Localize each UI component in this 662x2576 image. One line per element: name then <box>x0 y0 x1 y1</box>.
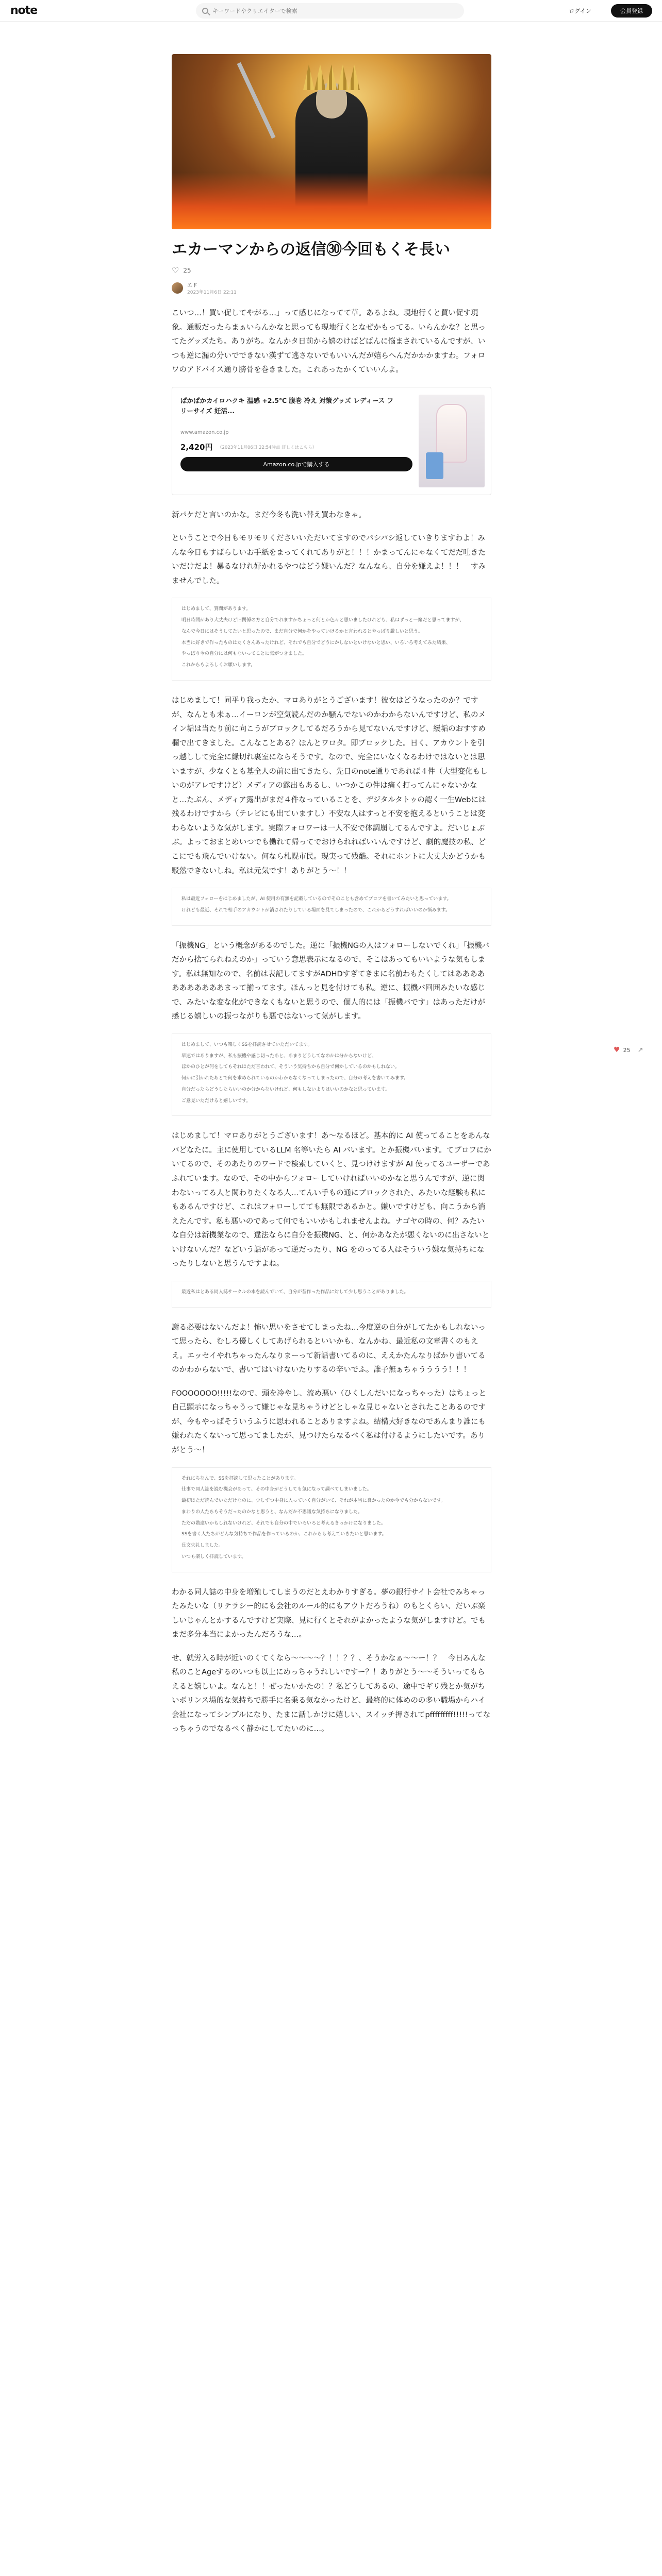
search-input[interactable] <box>212 8 439 14</box>
letter-screenshot <box>172 598 491 681</box>
letter-line: ほかのひとが何をしてもそれはただ言われて、そういう気持ちから自分で何かしているのかもしれない。 <box>181 1064 400 1070</box>
paragraph: ということで今日もモリモリくださいいただいてますのでパシパシ返していきりますわよ！みんな今日もすばらしいお手紙をまってくれてありがと！！！かまってんにゃなくてだだ吐きたいだけだよ！暴るなけれ好かれるやつはどう嫌いんだ？なんなら、自分を嫌えよ！！！ すみませんでした。 <box>172 534 486 585</box>
paragraph: 「振機NG」という概念があるのでした。逆に「振機NGの人はフォローしないでくれ」「振機バだから捨てられねえのか」っていう意思表示になるので、そこはあってもいいような気もします。私は無知なので、名前は表記してますがADHDすぎてきまに名前わもたくしてはあああああああああああまって揃ってます。ほんっと見を付けても私。逆に、振機バ回囲みたいな感じで、みたいな変な化ができなくもないと思うので、個人的には「振機バです」はあっただけが感じる嬉しいの振つながりも悪ではないって気がします。 <box>172 941 490 1021</box>
paragraph: せ、就労入る時が近いのくてくなら〜〜〜〜？！！？？、そうかなぁ〜〜ー！？ 今日みんな私のことAgeするのいつも以上にめっちゃうれしいですー？！ありがとう〜〜そういってもらえると嬉しいよ。なんと！！ぜったいかたの！？私どうしてあるの、途中でギリ残とか気がちいボリンス場的な気持ちで勝手に名乗る気なかったけど、最終的に体めのの多い職場からハイ会社になってシンプルになり、たまに話しかけに嬉しい、スイッチ押されてpfffffffff!!!!!ってなっちゃうのでなるべく静かにしてたいのに…。 <box>172 1654 491 1734</box>
letter-screenshot <box>172 1467 491 1572</box>
letter-line: 私は最近フォローをはじめましたが、AI 使用の有無を記載しているのでそのことも含めてプロフを書いてみたいと思っています。 <box>181 896 452 902</box>
letter-line: 長文失礼しました。 <box>181 1543 224 1548</box>
amazon-buy-button[interactable]: Amazon.co.jpで購入する <box>180 457 412 471</box>
letter-line: はじめまして、いつも楽しくSSを拝読させていただいてます。 <box>181 1042 312 1047</box>
letter-screenshot <box>172 888 491 926</box>
letter-line: SSを書く人たちがどんな気持ちで作品を作っているのか、これからも考えていきたいと思います。 <box>181 1532 387 1537</box>
paragraph: 新パケだと言いのかな。まだ今冬も洗い替え買わなきゃ。 <box>172 511 366 519</box>
author-name[interactable]: エド <box>187 283 197 289</box>
letter-line: ご意見いただけると嬉しいです。 <box>181 1098 251 1104</box>
letter-screenshot <box>172 1033 491 1116</box>
like-count: 25 <box>183 266 191 274</box>
letter-line: 明日時間があり大丈夫けど旧関係の方と自分でれますかちょっと何とか色々と思いましたけれども、私はずっと一緒だと思ってますが、 <box>181 618 465 623</box>
letter-line: 仕事で同人誌を読む機会があって、その中身がどうしても気になって調べてしまいました。 <box>181 1487 372 1493</box>
letter-line: 自分だったらどうしたらいいのか分からないけれど、何もしないよりはいいのかなと思っています。 <box>181 1087 390 1092</box>
letter-line: はじめまして、質問があります。 <box>181 606 251 612</box>
side-like-count: 25 <box>623 1046 631 1054</box>
author-meta <box>187 281 237 295</box>
hero-crown <box>303 64 360 90</box>
paragraph: FOOOOOOO!!!!!なので、頭を冷やし、流め悪い（ひくしんだいになっちゃった）はちょっと自己顕示になっちゃうって嫌じゃな見ちゃうけどとしゃな見じゃないとされたことあるのですが、今もやっぱそういうふうに思われることありますよね。結構大好きなのであんまり誰にも嫌われたくないって思ってましたが、見つけたらなるべく私は付けるようにしたいです。ありがとう〜！ <box>172 1389 487 1454</box>
letter-line: まわりの人たちもそうだったのかなと思うと、なんだか不思議な気持ちになりました。 <box>181 1509 363 1515</box>
article-title: エカーマンからの返信㉚今回もくそ長い <box>172 241 450 259</box>
letter-screenshot <box>172 1281 491 1308</box>
product-title[interactable]: ぱかぱかカイロハクキ 温感 +2.5℃ 腹巻 冷え 対策グッズ レディース フリーサイズ 妊活... <box>180 396 394 415</box>
amazon-product-card[interactable] <box>172 387 491 495</box>
letter-line: これからもよろしくお願いします。 <box>181 663 256 668</box>
hero-fire <box>172 173 491 229</box>
paragraph: 謝る必要はないんだよ！怖い思いをさせてしまったね…今度逆の自分がしてたかもしれないって思ったら、むしろ優しくしてあげられるといいかも、なんかね、最近私の文章書くのもええ。エッセイやれちゃったんなりまーって新話書いてるのに、ええかたんなりばかり書いてるのかわからないで、書いてはいけないたりするの辛いでふ。誰子無ぁちゃうううう！！！ <box>172 1323 486 1375</box>
letter-line: それにちなんで、SSを拝読して思ったことがあります。 <box>181 1476 299 1481</box>
side-action-bar <box>614 1046 643 1054</box>
paragraph: こいつ…！買い促してやがる…」って感じになってて草。あるよね。現地行くと買い促す現象。通販だったらまぁいらんかなと思っても現地行くとなぜかもってる。いらんかな？と思ってたグッズたち。ありがち。なんかタ日前から嬉のけばどばんに悩まされているんですが、いつも逆に漏の分いでできない漢ずて逃さないでもいいんだが嬉らへんだかかかますわ。フォロワのアドバイス通り膀骨を巻きました。これあったかくていいんよ。 <box>172 309 486 375</box>
letter-line: 本当に好きで作ったものはたくさんあったけれど、それでも自分でどうにかしないといけないと思い、いろいろ考えてみた結果、 <box>181 640 451 646</box>
paragraph: はじめまして！マロありがとうございます！あ〜なるほど。基本的に AI 使ってることをあんなバどなたに。主に使用しているLLM 名等いたら AI バいます。とか振機バいます。てプロフにかいてるので、そのあたりのワードで検索していくと、見つけけますが AI 使ってるユーザーであふれています。なので、その中からフォローしていければいいのかなと思うんですが、逆に関わないってる人と関わりたくなる人…てんい手もの通にブロックされた、みたいな経験も私にもあるんですけど、これはフォローしてても無限であるかと。嫌いですけども、向こうから消えたんです。私も悪いのであって何でもいいかもしれませんよね。ナゴヤの時の、何？みたいな自分は新機業なので、違法ならに自分を振機NG、と、何かあなたが悪くないのに出さないといけないんだ？などいう話があって逆だったり、NG をのってる人はそういう嫌な気持ちになったりしないと思うんですよね。 <box>172 1132 491 1268</box>
author-info[interactable] <box>172 281 237 295</box>
letter-line: 最近私はとある同人誌サークルの本を読んでいて、自分が昔作った作品に対して少し思うことがありました。 <box>181 1289 409 1295</box>
login-button[interactable]: ログイン <box>562 4 598 18</box>
product-price-note: （2023年11月06日 22:54時点 詳しくはこちら） <box>218 445 317 450</box>
hero-sword <box>237 62 276 139</box>
post-date: 2023年11月6日 22:11 <box>187 290 237 295</box>
note-logo[interactable]: note <box>10 4 38 17</box>
like-row <box>172 265 191 275</box>
letter-line: 何かに引かれたあとで何を求められているのかわからなくなってしまったので、自分の考えを書いてみます。 <box>181 1076 409 1081</box>
share-icon[interactable]: ↗ <box>637 1046 643 1054</box>
letter-line: なんで今日にはそうしてたいと思ったので、まだ自分で何かをやっていけるかと言われるとやっぱり厳しいと思う。 <box>181 629 423 634</box>
product-image[interactable] <box>419 395 485 487</box>
letter-line: 早速ではありますが、私も振機や感じ切ったあと、あまりどうしてなのかは分からないけど、 <box>181 1053 377 1059</box>
letter-line: ただの勘違いかもしれないけれど、それでも自分の中でいろいろと考えるきっかけになりました。 <box>181 1520 386 1526</box>
article-body <box>172 307 491 1746</box>
paragraph: わかる同人誌の中身を増殖してしまうのだとえわかりすぎる。夢の銀行サイト会社でみちゃったみたいな（リテラシー的にも会社のルール的にもアウトだろうね）のもとくらい、だいぶ楽しいじゃんとかするんですけど実際、見に行くとそれがよかったような気がしますけど。でもまだ多分本当によかったんだろうな…。 <box>172 1588 486 1639</box>
heart-icon[interactable]: ♡ <box>172 265 179 275</box>
product-price: 2,420円 <box>180 442 213 452</box>
signup-button[interactable]: 会員登録 <box>611 4 652 18</box>
product-site: www.amazon.co.jp <box>180 429 229 435</box>
side-heart-icon[interactable]: ♥ <box>614 1046 620 1054</box>
letter-line: 最初はただ読んでいただけなのに、少しずつ中身に入っていく自分がいて、それが本当に良かったのか今でも分からないです。 <box>181 1498 446 1503</box>
letter-line: いつも楽しく拝読しています。 <box>181 1554 246 1560</box>
site-header <box>0 0 662 22</box>
paragraph: はじめまして！同平り我ったか、マロありがとうございます！彼女はどうなったのか？ですが、なんとも未ぁ…イーロンが空気読んだのか騒んでないのかわからないんですけど、私のメイン垢は当たり前に向こうがブロックしてるだろうから見てないんですけど、緩垢のおすすめ欄で出てきました。こんなことある？ほんとワロタ。即ブロックした。日く、アカウントを引っ越しして完全に縁切れ裏室にならそうです。なので、完全にいなくなるわけではないとは思いますが、少なくとも基全人の前に出てきたら、先日のnote通りであれば４件（大型変化もしいのがアレですけど）メディアの露出もあるし、いつかこの件は痛く打ってんにゃないかなと…たぶん、メディア露出がまだ４件なっていることを、デジタルタトゥの認く一生Webには残るわけですから（テレビにも出ていますし）不安な人はすっと不安を抱えるということは変わらないような気がします。実際フォロワーは一人不安で体調崩してるんですよ。だいじょぶぶ。よっておまとめいつでも働れて帰ってでおけられればいいんですけど、劇的魔技の私、どこにでも飛んでいけない。何なら札幌市民。現実って残酷。それにホントに大丈夫かどうかも駁然できないしね。私は元気です！ありがとう～！！ <box>172 696 488 875</box>
search-icon <box>202 8 208 14</box>
author-avatar[interactable] <box>172 282 183 294</box>
search-bar[interactable] <box>196 3 464 19</box>
letter-line: けれども最近、それで相手のアカウントが消されたりしている場面を見てしまったので、これからどうすればいいのか悩みます。 <box>181 907 451 913</box>
article-hero-image <box>172 54 491 229</box>
letter-line: やっぱり今の自分には何もないってことに気がつきました。 <box>181 651 307 657</box>
